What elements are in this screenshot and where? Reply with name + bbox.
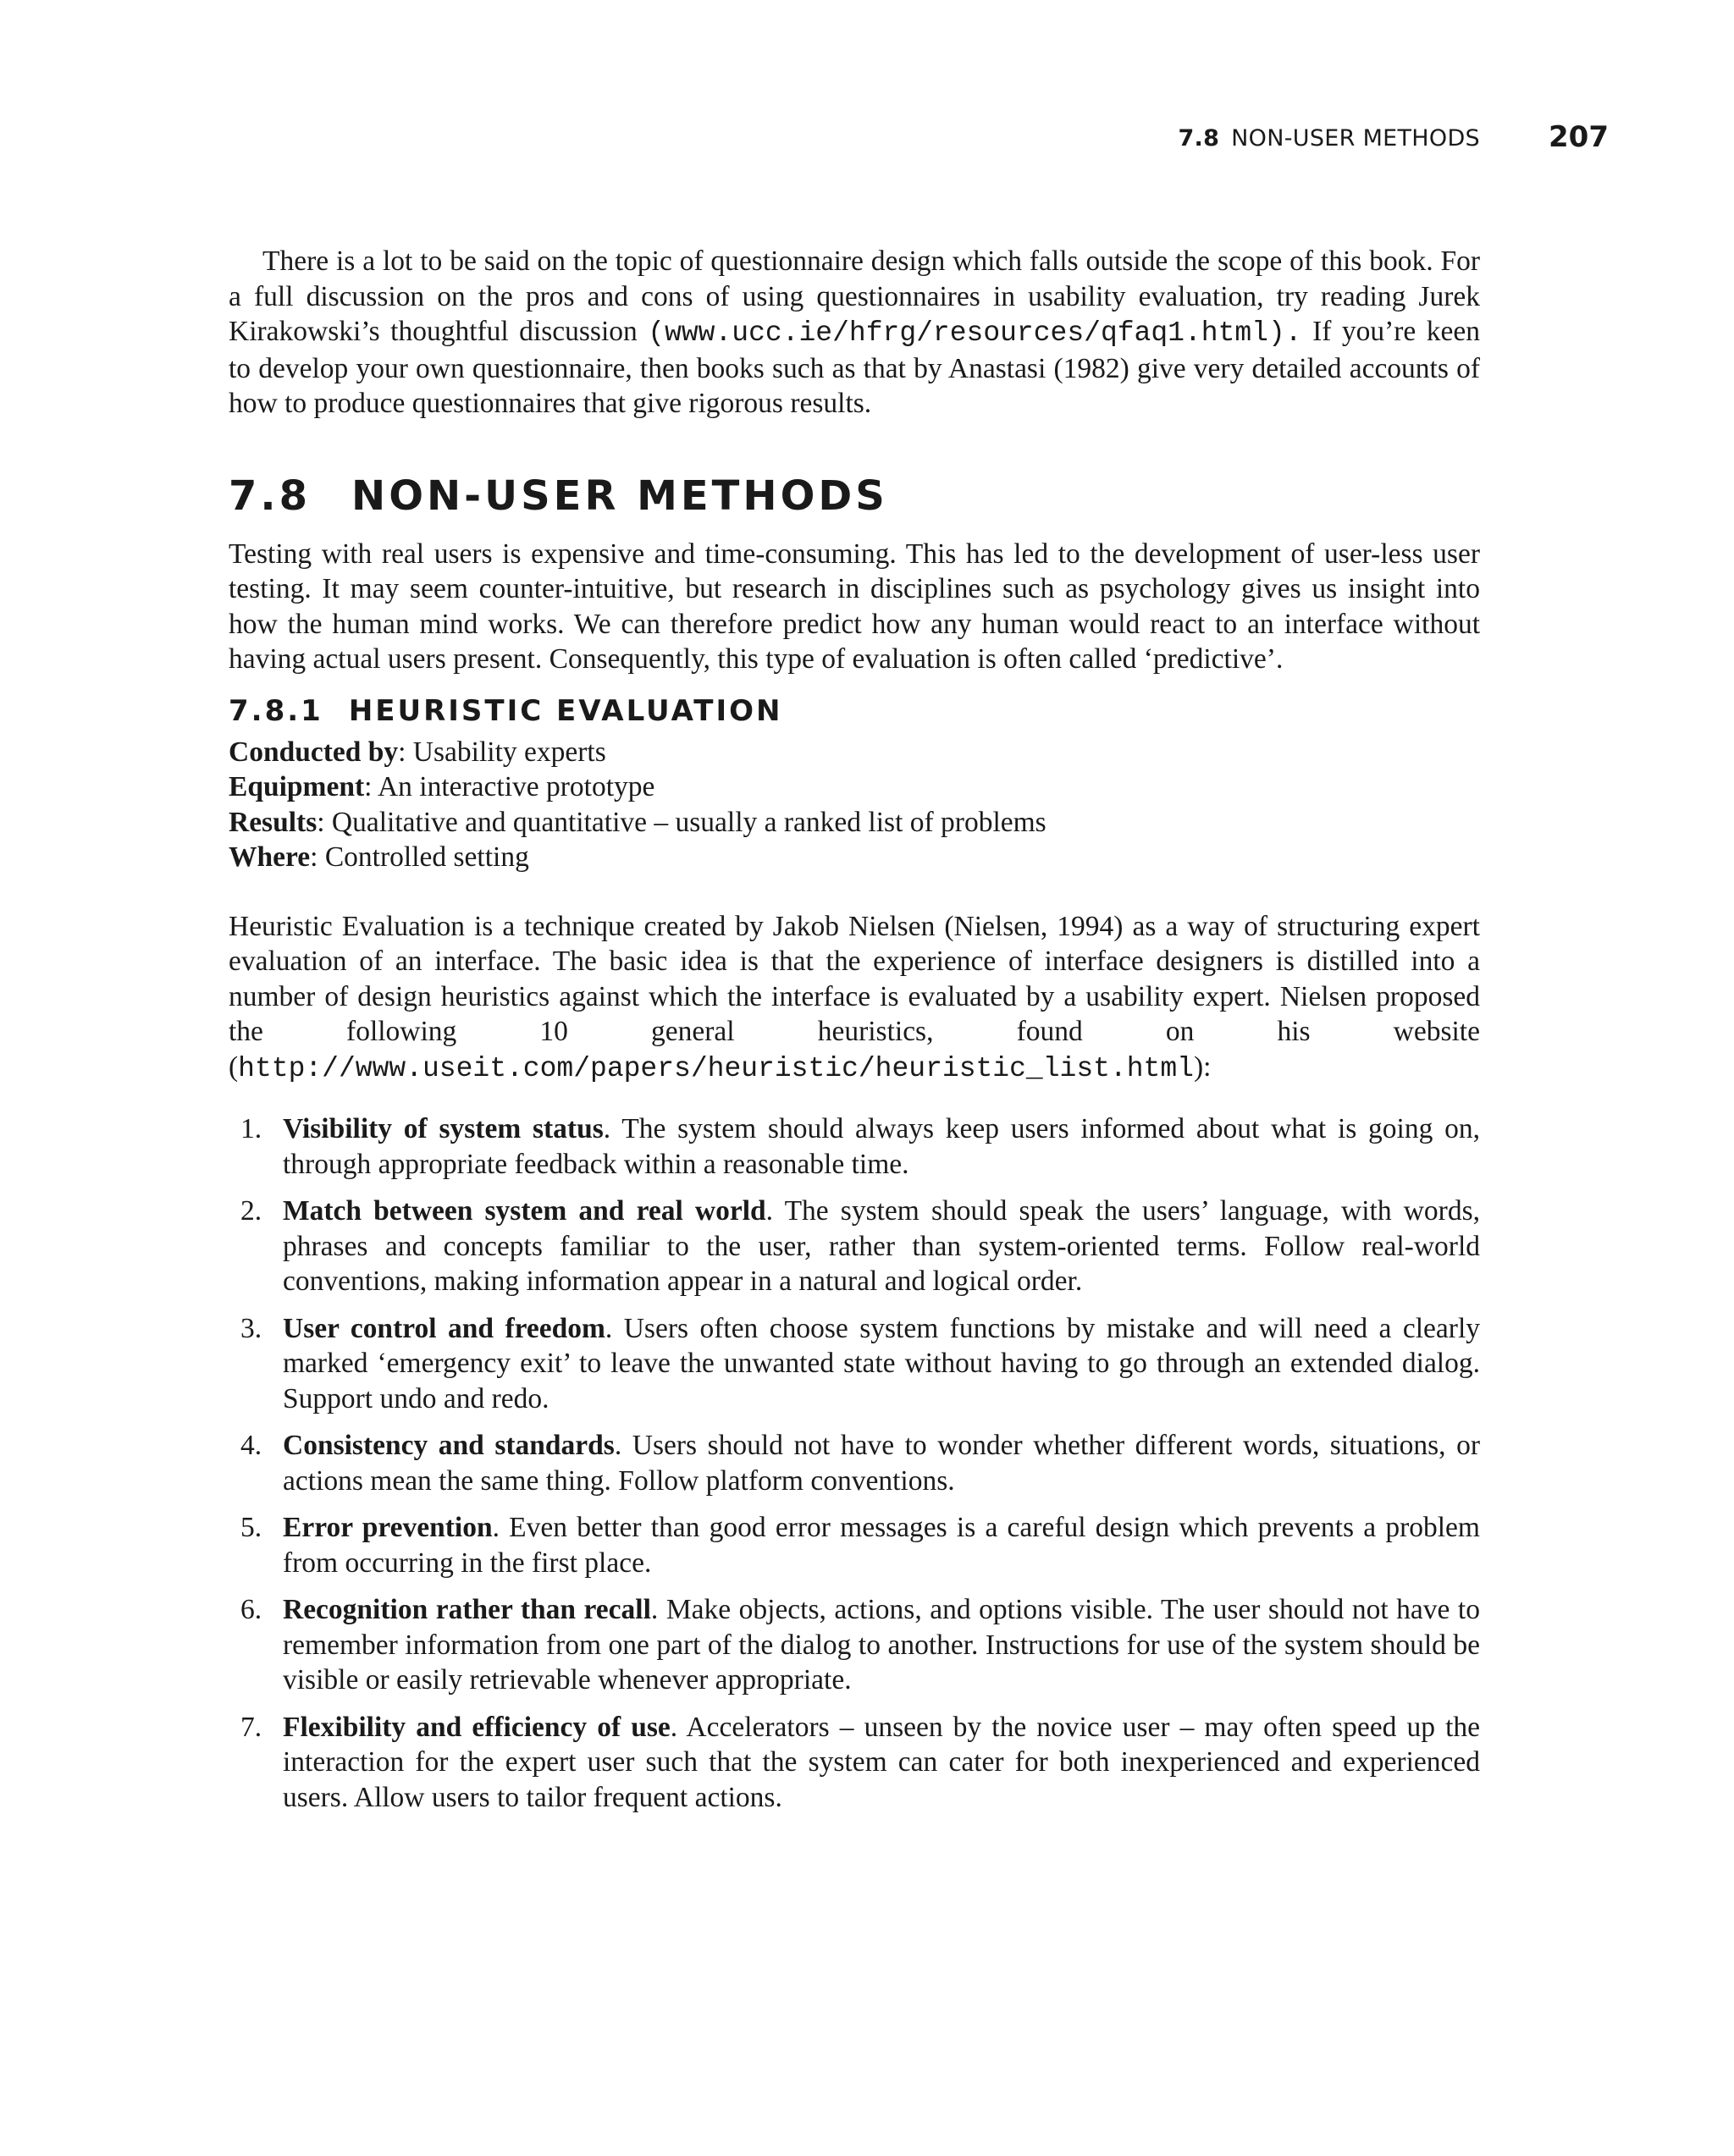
subsection-heading: [229, 692, 1480, 730]
heuristic-url-link[interactable]: http://www.useit.com/papers/heuristic/heuristic_list.html: [238, 1052, 1194, 1084]
page-content: [229, 244, 1480, 1827]
meta-equipment: [229, 769, 1480, 805]
list-item-text: . The system should speak the users’ language, with words, phrases and concepts familiar to the user, rather than system-oriented terms. Follow real-world conventions, making information appear in a natural and logical order.: [283, 1195, 1480, 1297]
method-summary: [229, 735, 1480, 875]
list-item-title: Recognition rather than recall: [283, 1594, 651, 1625]
list-item-title: Match between system and real world: [283, 1195, 766, 1227]
intro-text-2: If you’re keen to develop your own questionnaire, then books such as that by Anastasi (1982) give very detailed accounts of how to produce questionnaires that give rigorous results.: [229, 316, 1481, 419]
meta-label: Conducted by: [229, 736, 399, 768]
list-item-text: . Accelerators – unseen by the novice user – may often speed up the interaction for the expert user such that the system can cater for both inexperienced and experienced users. Allow users to tailor frequent actions.: [283, 1711, 1480, 1813]
running-head: [1101, 120, 1609, 157]
list-item-title: Error prevention: [283, 1512, 493, 1543]
list-item-title: Flexibility and efficiency of use: [283, 1711, 671, 1743]
list-item-text: . Even better than good error messages is a careful design which prevents a problem from occurring in the first place.: [283, 1512, 1480, 1579]
section-heading: [229, 471, 1480, 521]
running-head-section-title: NON-USER METHODS: [1231, 125, 1480, 152]
heuristic-intro-end: ):: [1193, 1050, 1212, 1083]
page-number: 207: [1549, 120, 1609, 154]
spacer: [229, 875, 1480, 909]
meta-value: : Controlled setting: [310, 841, 529, 873]
intro-text-1: There is a lot to be said on the topic of questionnaire design which falls outside the scope of this book. For a full discussion on the pros and cons of using questionnaires in usability evaluation, try reading Jurek Kirakowski’s thoughtful discussion: [229, 245, 1480, 347]
heuristic-intro-text: Heuristic Evaluation is a technique created by Jakob Nielsen (Nielsen, 1994) as a way of structuring expert evaluation of an interface. The basic idea is that the experience of interface designers is distilled into a number of design heuristics against which the interface is evaluated by a usability expert. Nielsen proposed the following 10 general heuristics, found on his website (: [229, 910, 1480, 1083]
list-item-number: 6.: [240, 1594, 262, 1625]
list-item: [229, 1428, 1480, 1498]
meta-label: Results: [229, 806, 318, 838]
intro-url-link[interactable]: (www.ucc.ie/hfrg/resources/qfaq1.html).: [648, 317, 1302, 349]
list-item-number: 4.: [240, 1430, 262, 1461]
list-item: [229, 1592, 1480, 1698]
intro-paragraph: [229, 244, 1480, 422]
meta-value: : Usability experts: [398, 736, 606, 768]
list-item: [229, 1111, 1480, 1182]
meta-label: Where: [229, 841, 311, 873]
section-title: NON-USER METHODS: [351, 471, 888, 520]
list-item: [229, 1510, 1480, 1580]
running-head-section-number: 7.8: [1178, 125, 1220, 152]
list-item-text: . The system should always keep users informed about what is going on, through appropriate feedback within a reasonable time.: [283, 1113, 1480, 1180]
list-item-title: User control and freedom: [283, 1312, 605, 1344]
meta-where: [229, 840, 1480, 875]
list-item-text: . Users should not have to wonder whether different words, situations, or actions mean the same thing. Follow platform conventions.: [283, 1430, 1480, 1497]
meta-value: : An interactive prototype: [364, 771, 655, 802]
section-number: 7.8: [229, 471, 312, 520]
list-item-number: 7.: [240, 1711, 262, 1743]
section-paragraph: Testing with real users is expensive and time-consuming. This has led to the development of user-less user testing. It may seem counter-intuitive, but research in disciplines such as psychology gives us insight into how the human mind works. We can therefore predict how any human would react to an interface without having actual users present. Consequently, this type of evaluation is often called ‘predictive’.: [229, 538, 1480, 675]
list-item-number: 1.: [240, 1113, 262, 1144]
meta-conducted-by: [229, 735, 1480, 770]
list-item-number: 2.: [240, 1195, 262, 1227]
meta-value: : Qualitative and quantitative – usually a ranked list of problems: [317, 806, 1046, 838]
list-item: [229, 1311, 1480, 1417]
subsection-number: 7.8.1: [229, 693, 323, 728]
heuristics-list: [229, 1111, 1480, 1815]
list-item: [229, 1710, 1480, 1816]
list-item-number: 5.: [240, 1512, 262, 1543]
list-item-text: . Make objects, actions, and options visible. The user should not have to remember information from one part of the dialog to another. Instructions for use of the system should be visible or easily retrievable whenever appropriate.: [283, 1594, 1480, 1696]
subsection-title: HEURISTIC EVALUATION: [348, 693, 783, 728]
list-item: [229, 1194, 1480, 1299]
list-item-title: Visibility of system status: [283, 1113, 604, 1144]
heuristic-intro-paragraph: [229, 909, 1480, 1087]
meta-results: [229, 805, 1480, 841]
meta-label: Equipment: [229, 771, 365, 802]
list-item-text: . Users often choose system functions by mistake and will need a clearly marked ‘emergency exit’ to leave the unwanted state without having to go through an extended dialog. Support undo and redo.: [283, 1312, 1481, 1414]
list-item-title: Consistency and standards: [283, 1430, 615, 1461]
running-head-section: [1178, 125, 1480, 152]
list-item-number: 3.: [240, 1312, 262, 1344]
